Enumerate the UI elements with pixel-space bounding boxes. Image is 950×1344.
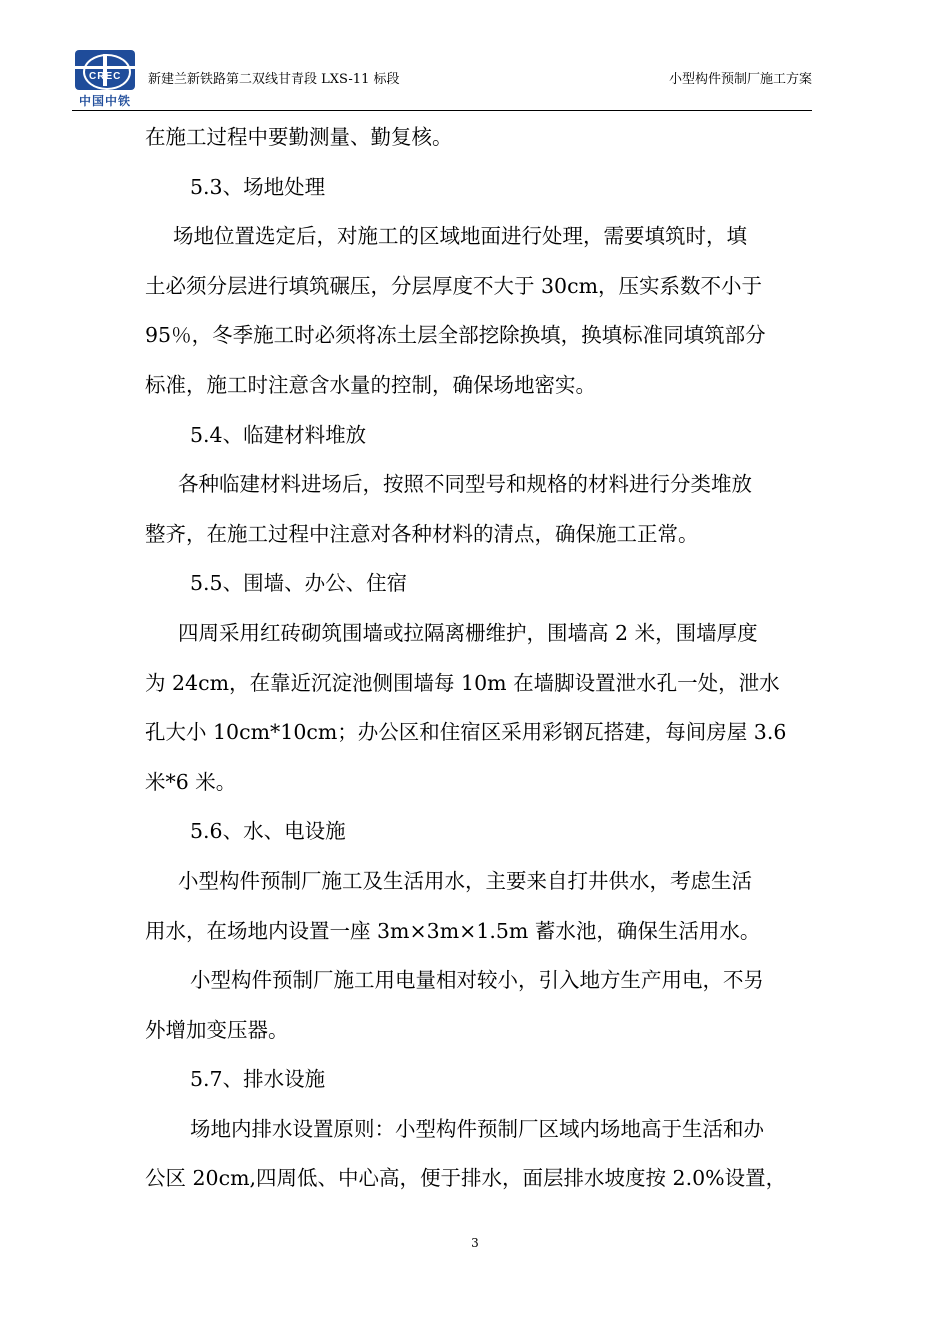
document-title: 小型构件预制厂施工方案 [668,72,812,87]
body-line: 在施工过程中要勤测量、勤复核。 [145,125,453,149]
body-line: 小型构件预制厂施工及生活用水，主要来自打井供水，考虑生活 [178,868,752,893]
body-line: 米*6 米。 [145,769,237,794]
body-line: 整齐，在施工过程中注意对各种材料的清点，确保施工正常。 [145,521,699,546]
body-line: 土必须分层进行填筑碾压，分层厚度不大于 30cm，压实系数不小于 [145,273,763,298]
body-line: 95％，冬季施工时必须将冻土层全部挖除换填，换填标准同填筑部分 [145,323,766,348]
logo-text: 中国中铁 [78,94,131,108]
body-line: 公区 20cm,四周低、中心高，便于排水，面层排水坡度按 2.0%设置， [145,1166,787,1191]
globe-icon [75,50,135,90]
body-line: 场地内排水设置原则：小型构件预制厂区域内场地高于生活和办 [190,1116,764,1141]
section-heading: 5.3、场地处理 [190,174,326,199]
body-line: 场地位置选定后，对施工的区域地面进行处理，需要填筑时，填 [173,224,747,249]
document-body [145,113,815,1204]
page-header [72,50,812,110]
body-line: 为 24cm，在靠近沉淀池侧围墙每 10m 在墙脚设置泄水孔一处，泄水 [145,670,780,695]
body-line: 各种临建材料进场后，按照不同型号和规格的材料进行分类堆放 [178,472,752,497]
body-line: 标准，施工时注意含水量的控制，确保场地密实。 [145,372,596,397]
section-heading: 5.7、排水设施 [190,1067,326,1092]
body-line: 小型构件预制厂施工用电量相对较小，引入地方生产用电，不另 [190,968,764,993]
section-heading: 5.4、临建材料堆放 [190,422,367,447]
body-line: 孔大小 10cm*10cm；办公区和住宿区采用彩钢瓦搭建，每间房屋 3.6 [145,720,787,745]
logo-mark: CREC [89,71,122,82]
body-line: 外增加变压器。 [145,1017,289,1042]
section-heading: 5.5、围墙、办公、住宿 [190,571,408,596]
project-title: 新建兰新铁路第二双线甘青段 LXS-11 标段 [148,72,400,87]
company-logo [72,50,138,108]
section-heading: 5.6、水、电设施 [190,819,346,844]
body-line: 用水，在场地内设置一座 3m×3m×1.5m 蓄水池，确保生活用水。 [145,918,761,943]
header-divider [72,110,812,111]
body-line: 四周采用红砖砌筑围墙或拉隔离栅维护，围墙高 2 米，围墙厚度 [178,620,758,645]
page-number: 3 [471,1236,479,1250]
